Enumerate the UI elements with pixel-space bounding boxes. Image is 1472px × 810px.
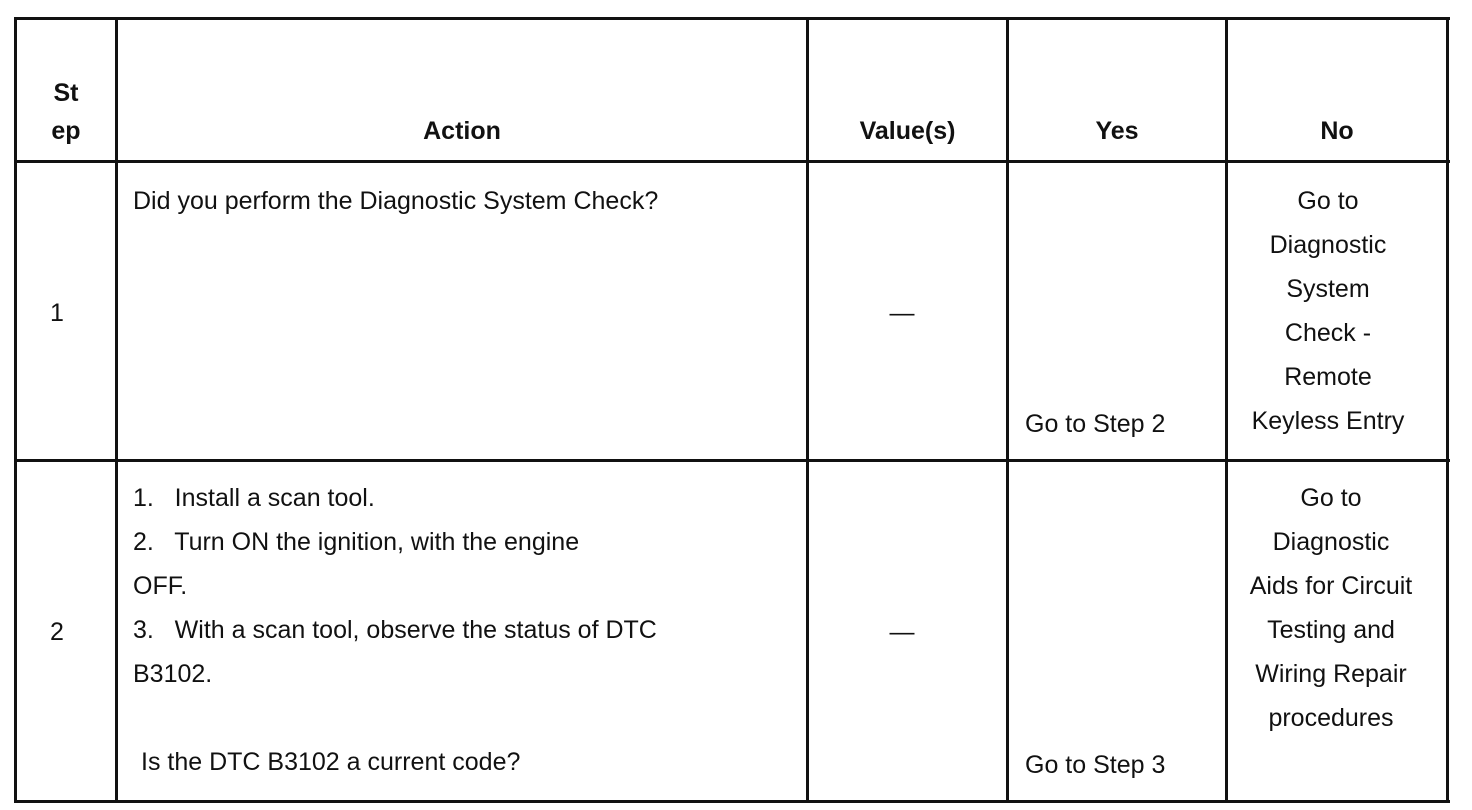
- header-bottom-border: [14, 160, 1450, 163]
- row2-no-line: procedures: [1268, 704, 1394, 732]
- row1-no: [1228, 179, 1428, 443]
- table-top-border: [14, 17, 1450, 20]
- row1-value: —: [889, 299, 915, 327]
- row1-yes: Go to Step 2: [1025, 410, 1166, 438]
- row2-no-line: Diagnostic: [1272, 528, 1390, 556]
- header-no: No: [1320, 117, 1354, 145]
- row2-no-line: Aids for Circuit: [1249, 572, 1413, 600]
- row2-action-line: OFF.: [133, 572, 188, 600]
- row2-action-line: 2. Turn ON the ignition, with the engine: [133, 528, 580, 556]
- row2-value: —: [889, 618, 915, 646]
- row2-no-line: Wiring Repair: [1255, 660, 1407, 688]
- row1-action: [133, 179, 803, 223]
- row2-action-line: 3. With a scan tool, observe the status of DTC: [133, 616, 657, 644]
- table-right-border: [1446, 17, 1449, 803]
- row2-question: Is the DTC B3102 a current code?: [141, 748, 521, 776]
- row1-action-line: Did you perform the Diagnostic System Check?: [133, 187, 659, 215]
- row2-action: [133, 476, 803, 696]
- row1-no-line: Check -: [1284, 319, 1372, 347]
- header-step-line2: ep: [51, 117, 81, 145]
- row1-no-line: System: [1286, 275, 1370, 303]
- header-step: [17, 74, 115, 150]
- header-values: Value(s): [859, 117, 956, 145]
- row1-no-line: Go to: [1297, 187, 1359, 215]
- row2-yes: Go to Step 3: [1025, 751, 1166, 779]
- table-bottom-border: [14, 800, 1450, 803]
- row2-action-line: 1. Install a scan tool.: [133, 484, 375, 512]
- row1-bottom-border: [14, 459, 1450, 462]
- row1-step: 1: [50, 299, 64, 327]
- row2-no-line: Go to: [1300, 484, 1362, 512]
- row1-no-line: Remote: [1284, 363, 1372, 391]
- header-step-line1: St: [53, 79, 79, 107]
- row2-no: [1228, 476, 1434, 740]
- header-action: Action: [423, 117, 501, 145]
- row1-no-line: Keyless Entry: [1251, 407, 1405, 435]
- header-yes: Yes: [1095, 117, 1139, 145]
- row2-step: 2: [50, 618, 64, 646]
- row1-no-line: Diagnostic: [1269, 231, 1387, 259]
- row2-no-line: Testing and: [1267, 616, 1395, 644]
- row2-action-line: B3102.: [133, 660, 213, 688]
